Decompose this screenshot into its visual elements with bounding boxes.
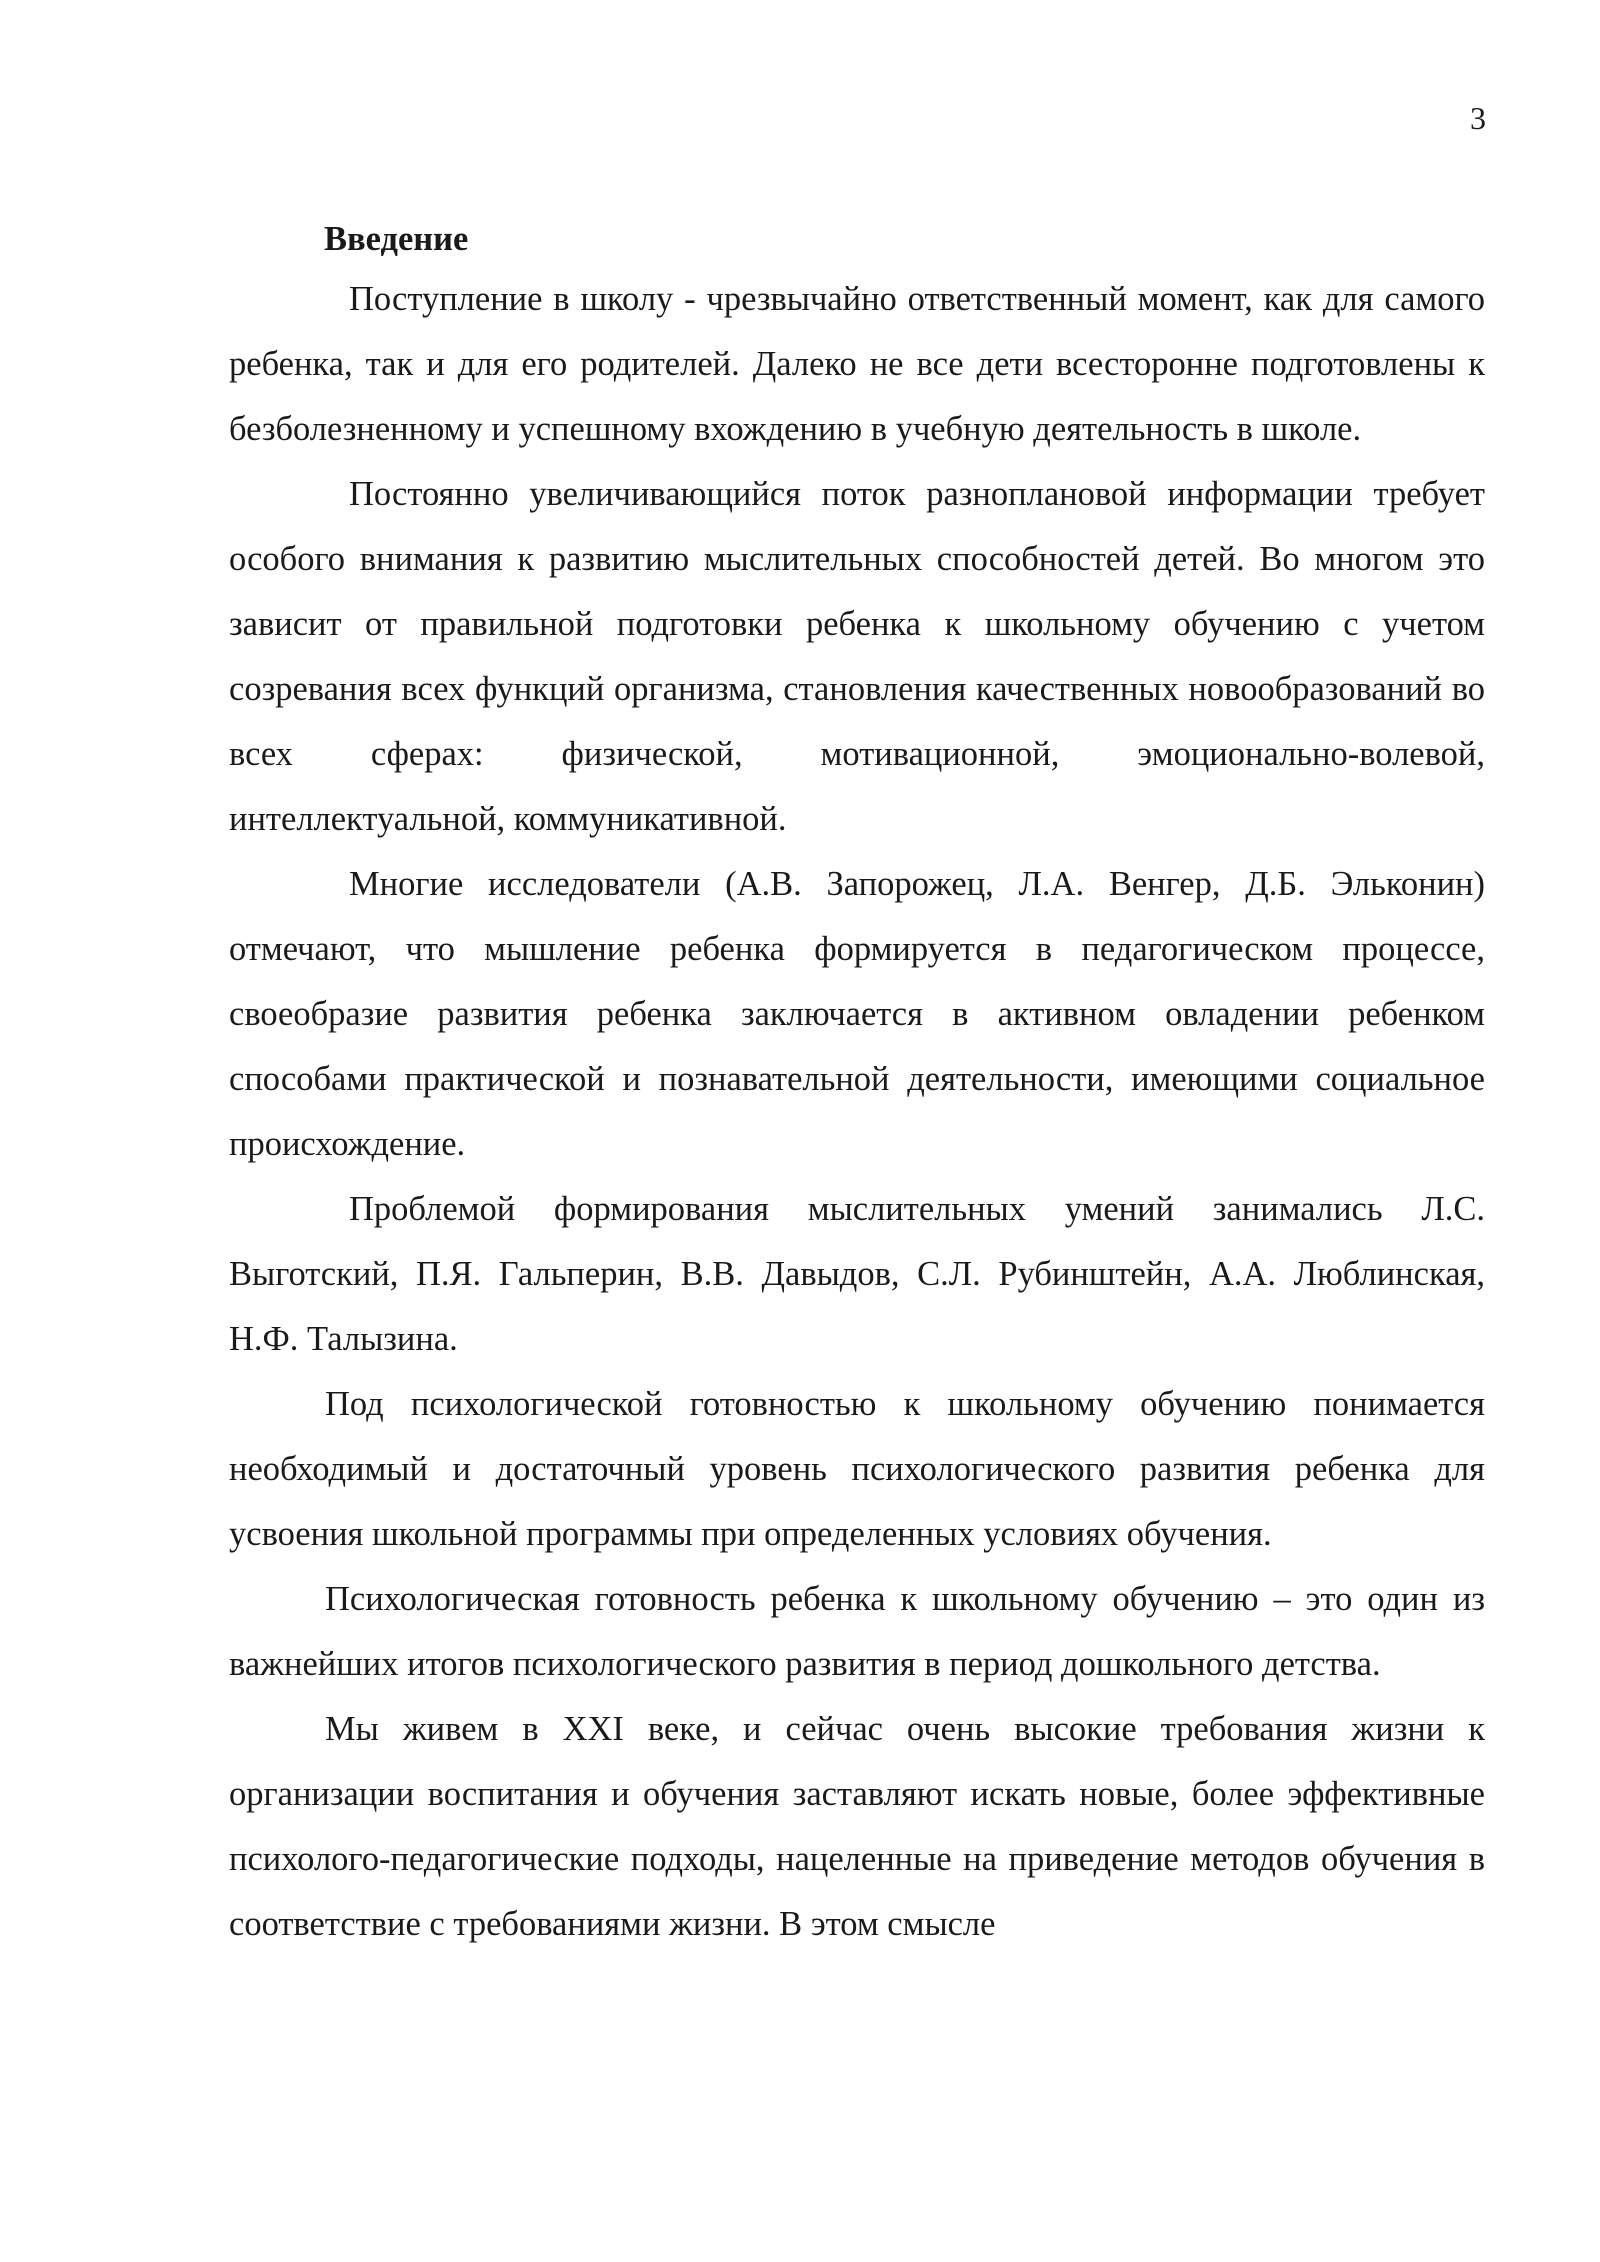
paragraph-4: Проблемой формирования мыслительных умений занимались Л.С. Выготский, П.Я. Гальперин, В.В. Давыдов, С.Л. Рубинштейн, А.А. Люблинская, Н.Ф. Талызина. [229, 1190, 1485, 1358]
paragraph-7: Мы живем в XXI веке, и сейчас очень высокие требования жизни к организации воспитания и обучения заставляют искать новые, более эффективные психолого-педагогические подходы, нацеленные на приведение методов обучения в соответствие с требованиями жизни. В этом смысле [229, 1710, 1485, 1943]
document-body [229, 212, 1485, 1957]
paragraph-3: Многие исследователи (А.В. Запорожец, Л.А. Венгер, Д.Б. Эльконин) отмечают, что мышление ребенка формируется в педагогическом процессе, своеобразие развития ребенка заключается в активном овладении ребенком способами практической и познавательной деятельности, имеющими социальное происхождение. [229, 865, 1485, 1163]
paragraph-5: Под психологической готовностью к школьному обучению понимается необходимый и достаточный уровень психологического развития ребенка для усвоения школьной программы при определенных условиях обучения. [229, 1385, 1485, 1553]
paragraph-2: Постоянно увеличивающийся поток разноплановой информации требует особого внимания к развитию мыслительных способностей детей. Во многом это зависит от правильной подготовки ребенка к школьному обучению с учетом созревания всех функций организма, становления качественных новообразований во всех сферах: физической, мотивационной, эмоционально-волевой, интеллектуальной, коммуникативной. [229, 475, 1485, 838]
paragraph-1: Поступление в школу - чрезвычайно ответственный момент, как для самого ребенка, так и для его родителей. Далеко не все дети всесторонне подготовлены к безболезненному и успешному вхождению в учебную деятельность в школе. [229, 280, 1485, 448]
page-number: 3 [1470, 100, 1486, 136]
section-heading: Введение [324, 220, 469, 258]
paragraph-6: Психологическая готовность ребенка к школьному обучению – это один из важнейших итогов психологического развития в период дошкольного детства. [229, 1580, 1485, 1683]
